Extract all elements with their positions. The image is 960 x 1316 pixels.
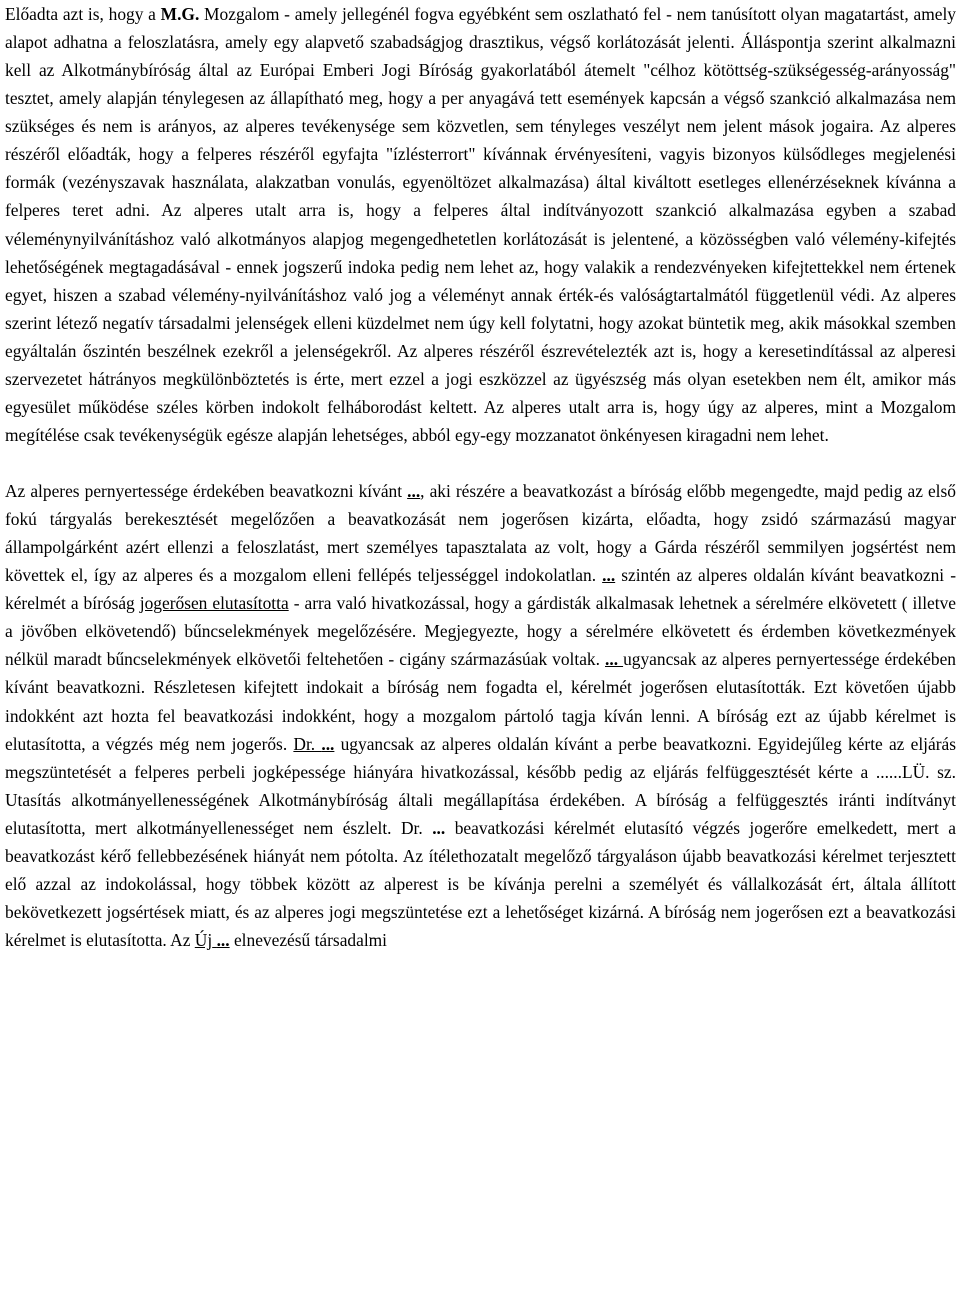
paragraph-spacer	[5, 449, 956, 477]
text-run: Mozgalom - amely jellegénél fogva egyébként sem oszlatható fel - nem tanúsított olyan magatartást, amely alapot adhatna a feloszlatásra, amely egy alapvető szabadságjog drasztikus, végső korlátozását jelenti. Álláspontja szerint alkalmazni kell az Alkotmánybíróság által az Európai Emberi Jogi Bíróság gyakorlatából átemelt "célhoz kötöttség-szükségesség-arányosság" tesztet, amely alapján ténylegesen az állapítható meg, hogy a per anyagává tett események kapcsán a végső szankció alkalmazása nem szükséges és nem is arányos, az alperes tevékenysége sem közvetlen, sem tényleges veszélyt nem jelent mások jogaira. Az alperes részéről előadták, hogy a felperes részéről egyfajta "ízlésterrort" kívánnak érvényesíteni, vagyis bizonyos külsődleges megjelenési formák (vezényszavak használata, alakzatban vonulás, egyenöltözet alkalmazása) által kiváltott esetleges ellenérzéseknek kívánna a felperes teret adni. Az alperes utalt arra is, hogy a felperes által indítványozott szankció alkalmazása egyben a szabad véleménynyilvánításhoz való alkotmányos alapjog megengedhetetlen korlátozását is jelentené, a közösségben való vélemény-kifejtés lehetőségének megtagadásával - ennek jogszerű indoka pedig nem lehet az, hogy valakik a rendezvényeken kifejtettekkel nem értenek egyet, hiszen a szabad vélemény-nyilvánításhoz való jog a véleményt annak érték-és valóságtartalmától függetlenül védi. Az alperes szerint létező negatív társadalmi jelenségek elleni küzdelmet nem úgy kell folytatni, hogy azokat büntetik meg, akik másokkal szemben egyáltalán őszintén beszélnek ezekről a jelenségekről. Az alperes részéről észrevételezték azt is, hogy a keresetindítással az alperesi szervezetet hátrányos megkülönböztetés is érte, mert ezzel a jogi eszközzel az ügyészség más olyan esetekben nem élt, amikor más egyesület működése széles körben indokolt felháborodást keltett. Az alperes utalt arra is, hogy úgy az alperes, mint a Mozgalom megítélése csak tevékenységük egésze alapján lehetséges, abból egy-egy mozzanatot önkényesen kiragadni nem lehet.	[5, 4, 956, 445]
text-run: , aki részére a beavatkozást a bíróság előbb megengedte, majd pedig az első fokú tárgyalás berekesztését megelőzően a beavatkozását nem jogerősen kizárta, előadta, hogy zsidó származású magyar állampolgárként azért ellenzi a feloszlatást, mert személyes tapasztalata az volt, hogy a Gárda részéről semmilyen jogsértést nem követtek el, így az alperes és a mozgalom elleni fellépés teljességgel indokolatlan.	[5, 481, 956, 586]
text-run: ...	[321, 733, 335, 754]
text-run: Dr.	[293, 733, 322, 754]
text-run: - arra való hivatkozással, hogy a gárdisták alkalmasak lehetnek a sérelmére elkövetett ( illetve a jövőben elkövetendő) bűncselekmények megelőzésére. Megjegyezte, hogy a sérelmére elkövetett és érdemben következmények nélkül maradt bűncselekmények elkövetői feltehetően - cigány származásúak voltak.	[5, 593, 957, 670]
paragraph-interveners	[5, 477, 956, 954]
text-run: jogerősen elutasította	[139, 593, 289, 614]
text-run: ...	[407, 481, 421, 501]
text-run: ...	[605, 649, 624, 670]
text-run: ...	[432, 817, 446, 838]
text-run: Új	[194, 930, 213, 950]
text-run: M.G.	[160, 4, 200, 24]
text-run: beavatkozási kérelmét elutasító végzés jogerőre emelkedett, mert a beavatkozást kérő fellebbezésének hiányát nem pótolta. Az ítélethozatalt megelőző tárgyaláson újabb beavatkozási kérelmet terjesztett elő azzal az indokolással, hogy többek között az alperest is be kívánja perelni a személyét és vállalkozását ért, általa állított bekövetkezett jogsértések miatt, és az alperes jogi megszüntetése ezt a lehetőséget kizárná. A bíróság nem jogerősen ezt a beavatkozási kérelmet is elutasította. Az	[5, 817, 956, 950]
text-run: ...	[216, 930, 230, 950]
document-page	[5, 0, 956, 954]
text-run: ugyancsak az alperes oldalán kívánt a perbe beavatkozni. Egyidejűleg kérte az eljárás megszüntetését a felperes perbeli jogképessége hiányára hivatkozással, később pedig az eljárás felfüggesztését kérte a ......LÜ. sz. Utasítás alkotmányellenességének Alkotmánybíróság általi megállapítása érdekében. A bíróság a felfüggesztés iránti indítványt elutasította, mert alkotmányellenességet nem észlelt. Dr.	[5, 733, 956, 838]
text-run: ...	[602, 565, 616, 586]
text-run: Az alperes pernyertessége érdekében beavatkozni kívánt	[5, 481, 408, 501]
text-run: Előadta azt is, hogy a	[5, 4, 161, 24]
text-run: elnevezésű társadalmi	[229, 930, 388, 950]
text-run: szintén az alperes oldalán kívánt beavatkozni - kérelmét a bíróság	[5, 565, 956, 614]
paragraph-alperes-arguments	[5, 0, 956, 449]
text-run: ugyancsak az alperes pernyertessége érdekében kívánt beavatkozni. Részletesen kifejtett indokait a bíróság nem fogadta el, kérelmét jogerősen elutasították. Ezt követően újabb indokként azt hozta fel beavatkozási indokként, hogy a mozgalom pártoló tagja kíván lenni. A bíróság ezt az újabb kérelmet is elutasította, a végzés még nem jogerős.	[5, 649, 956, 754]
